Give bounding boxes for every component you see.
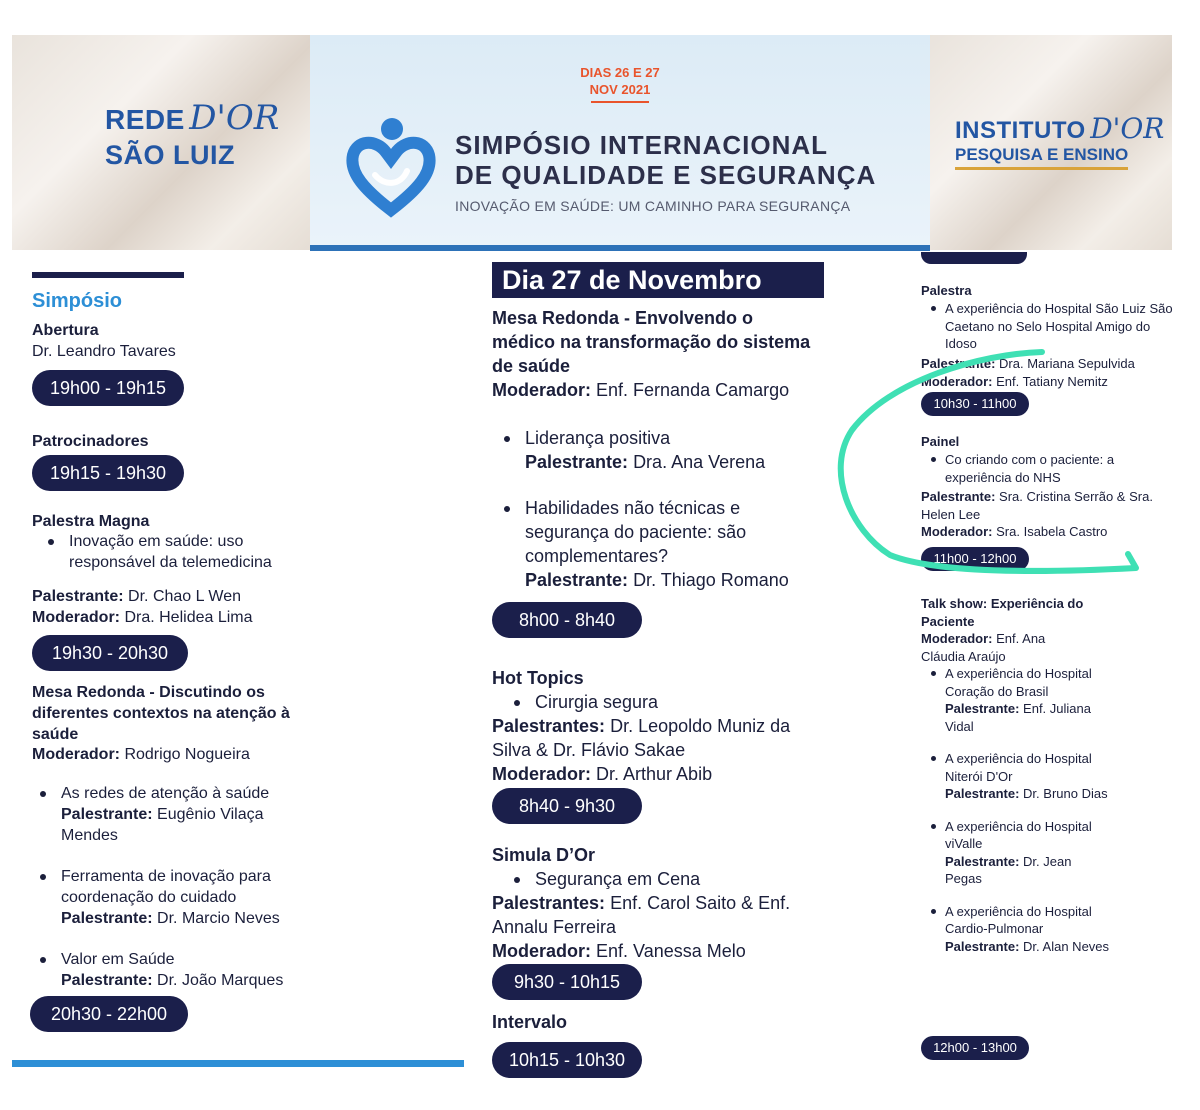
speaker-name: Dra. Ana Verena	[633, 452, 766, 472]
abertura-title: Abertura	[32, 322, 99, 339]
item-title: A experiência do Hospital Cardio-Pulmonar	[945, 903, 1092, 936]
mesa-list	[496, 426, 826, 592]
abertura-speaker: Dr. Leandro Tavares	[32, 343, 176, 360]
left-bottom-rule	[12, 1060, 464, 1067]
mesa-list	[32, 783, 322, 991]
list-item: Segurança em Cena	[506, 867, 806, 891]
event-dates	[565, 64, 675, 103]
speaker-name: Dr. João Marques	[157, 972, 284, 989]
moderator-name: Enf. Vanessa Melo	[596, 941, 746, 961]
patrocinadores-title: Patrocinadores	[32, 433, 149, 450]
list-item	[32, 866, 322, 929]
dates-line-2: NOV 2021	[589, 82, 651, 97]
label: Moderador:	[492, 764, 591, 784]
label: Palestrante:	[921, 489, 996, 504]
label: Palestrantes:	[492, 893, 606, 913]
dates-line-1: DIAS 26 E 27	[580, 65, 660, 80]
speaker-name: Eugênio Vilaça Mendes	[61, 806, 264, 844]
section-simposio: Simpósio	[32, 290, 123, 312]
label: Moderador:	[492, 380, 591, 400]
label: Palestrante:	[61, 972, 153, 989]
speaker-name: Dr. Alan Neves	[1023, 938, 1110, 954]
heart-logo-icon	[345, 115, 437, 220]
simula-moderador	[492, 939, 746, 963]
hot-list	[506, 690, 806, 714]
label: Palestrante:	[945, 786, 1020, 801]
logo-text-instituto-dor: D'OR	[1090, 112, 1165, 145]
time-badge: 19h30 - 20h30	[32, 635, 188, 671]
label: Moderador:	[921, 374, 993, 389]
speaker-name: Dr. Chao L Wen	[128, 588, 241, 605]
list-item	[32, 949, 322, 991]
talk-moderador	[921, 630, 1081, 665]
item-title: A experiência do Hospital viValle	[945, 818, 1092, 851]
list-item: Inovação em saúde: uso responsável da telemedicina	[40, 531, 330, 573]
speaker-name: Dra. Mariana Sepulvida	[999, 356, 1135, 371]
symposium-title	[455, 130, 925, 214]
title-line-1: SIMPÓSIO INTERNACIONAL	[455, 130, 829, 160]
simula-dor-title: Simula D’Or	[492, 845, 596, 865]
dates-underline	[591, 101, 649, 103]
speaker-name: Enf. Carol Saito & Enf. Annalu Ferreira	[492, 893, 791, 937]
item-title: As redes de atenção à saúde	[61, 785, 270, 802]
list-item	[921, 818, 1111, 888]
list-item	[496, 496, 826, 592]
symposium-subtitle: INOVAÇÃO EM SAÚDE: UM CAMINHO PARA SEGURANÇA	[455, 198, 851, 214]
label: Moderador:	[492, 941, 591, 961]
time-badge: 19h15 - 19h30	[32, 455, 184, 491]
speaker-name: Dr. Leopoldo Muniz da Silva & Dr. Flávio Sakae	[492, 716, 791, 760]
list-item: A experiência do Hospital São Luiz São Caetano no Selo Hospital Amigo do Idoso	[921, 300, 1181, 353]
moderator-name: Dr. Arthur Abib	[596, 764, 713, 784]
speaker-name: Dr. Bruno Dias	[1023, 786, 1108, 801]
mesa-redonda-title: Mesa Redonda - Envolvendo o médico na transformação do sistema de saúde	[492, 308, 811, 376]
mesa-moderador	[492, 378, 842, 402]
time-badge: 11h00 - 12h00	[921, 547, 1029, 571]
intervalo-title: Intervalo	[492, 1012, 568, 1032]
simula-list	[506, 867, 806, 891]
list-item	[921, 903, 1111, 956]
magna-moderador	[32, 607, 253, 628]
logo-text-sao-luiz: SÃO LUIZ	[105, 140, 235, 170]
logo-text-rede: REDE	[105, 104, 185, 135]
list-item	[496, 426, 826, 474]
day-title: Dia 27 de Novembro	[492, 262, 824, 298]
label: Palestrante:	[32, 588, 124, 605]
moderator-name: Enf. Fernanda Camargo	[596, 380, 790, 400]
list-item	[921, 665, 1111, 735]
label: Moderador:	[921, 631, 993, 646]
item-title: A experiência do Hospital Coração do Brasil	[945, 666, 1092, 699]
speaker-name: Sra. Cristina Serrão & Sra. Helen Lee	[921, 489, 1153, 522]
hot-moderador	[492, 762, 712, 786]
time-badge: 12h00 - 13h00	[921, 1036, 1029, 1060]
label: Palestrante:	[945, 938, 1020, 954]
time-badge: 8h00 - 8h40	[492, 602, 642, 638]
moderator-name: Enf. Tatiany Nemitz	[996, 374, 1108, 389]
moderator-name: Rodrigo Nogueira	[124, 746, 250, 763]
list-item	[921, 750, 1111, 803]
speaker-name: Dr. Thiago Romano	[633, 570, 789, 590]
list-item: Cirurgia segura	[506, 690, 806, 714]
magna-list	[40, 531, 330, 573]
label: Palestrante:	[525, 570, 629, 590]
label: Moderador:	[32, 746, 120, 763]
time-badge: 10h15 - 10h30	[492, 1042, 642, 1078]
mesa-moderador	[32, 744, 250, 765]
moderator-name: Sra. Isabela Castro	[996, 524, 1108, 539]
item-title: Valor em Saúde	[61, 951, 175, 968]
label: Moderador:	[921, 524, 993, 539]
label: Palestrante:	[525, 452, 629, 472]
label: Palestrante:	[945, 853, 1020, 869]
hot-topics-title: Hot Topics	[492, 668, 584, 688]
hot-palestrantes	[492, 714, 822, 762]
time-badge: 20h30 - 22h00	[30, 996, 188, 1032]
logo-text-pesquisa: PESQUISA E ENSINO	[955, 145, 1128, 170]
speaker-name: Dr. Marcio Neves	[157, 910, 280, 927]
speaker-name: Dr. Jean Pegas	[945, 853, 1072, 886]
logo-text-instituto: INSTITUTO	[955, 117, 1086, 144]
talk-list	[921, 665, 1111, 955]
label: Palestrante:	[945, 701, 1020, 716]
moderator-name: Dra. Helidea Lima	[124, 609, 253, 626]
time-badge-cropped	[921, 252, 1027, 264]
palestra-title: Palestra	[921, 283, 972, 298]
logo-text-dor: D'OR	[189, 98, 280, 138]
time-badge: 8h40 - 9h30	[492, 788, 642, 824]
palestra-magna-title: Palestra Magna	[32, 513, 150, 530]
item-title: A experiência do Hospital Niterói D'Or	[945, 751, 1092, 784]
left-top-rule	[32, 272, 184, 278]
time-badge: 9h30 - 10h15	[492, 964, 642, 1000]
speaker-name: Enf. Juliana Vidal	[945, 701, 1091, 734]
time-badge: 10h30 - 11h00	[921, 392, 1029, 416]
item-title: Ferramenta de inovação para coordenação do cuidado	[61, 868, 271, 906]
time-badge: 19h00 - 19h15	[32, 370, 184, 406]
magna-palestrante	[32, 586, 241, 607]
label: Palestrantes:	[492, 716, 606, 736]
moderator-name: Enf. Ana Cláudia Araújo	[921, 631, 1046, 664]
simula-palestrantes	[492, 891, 827, 939]
label: Palestrante:	[61, 910, 153, 927]
label: Moderador:	[32, 609, 120, 626]
item-title: Habilidades não técnicas e segurança do paciente: são complementares?	[525, 498, 747, 566]
talk-show-title: Talk show: Experiência do Paciente	[921, 596, 1084, 629]
rede-dor-logo	[105, 98, 305, 171]
list-item	[32, 783, 322, 846]
highlight-marker-stroke	[830, 340, 1150, 580]
painel-title: Painel	[921, 434, 960, 449]
label: Palestrante:	[921, 356, 996, 371]
item-title: Liderança positiva	[525, 428, 671, 448]
label: Palestrante:	[61, 806, 153, 823]
mesa-redonda-title: Mesa Redonda - Discutindo os diferentes contextos na atenção à saúde	[32, 684, 290, 743]
list-item: Co criando com o paciente: a experiência do NHS	[921, 451, 1161, 486]
title-line-2: DE QUALIDADE E SEGURANÇA	[455, 160, 877, 190]
instituto-dor-logo	[955, 112, 1165, 170]
